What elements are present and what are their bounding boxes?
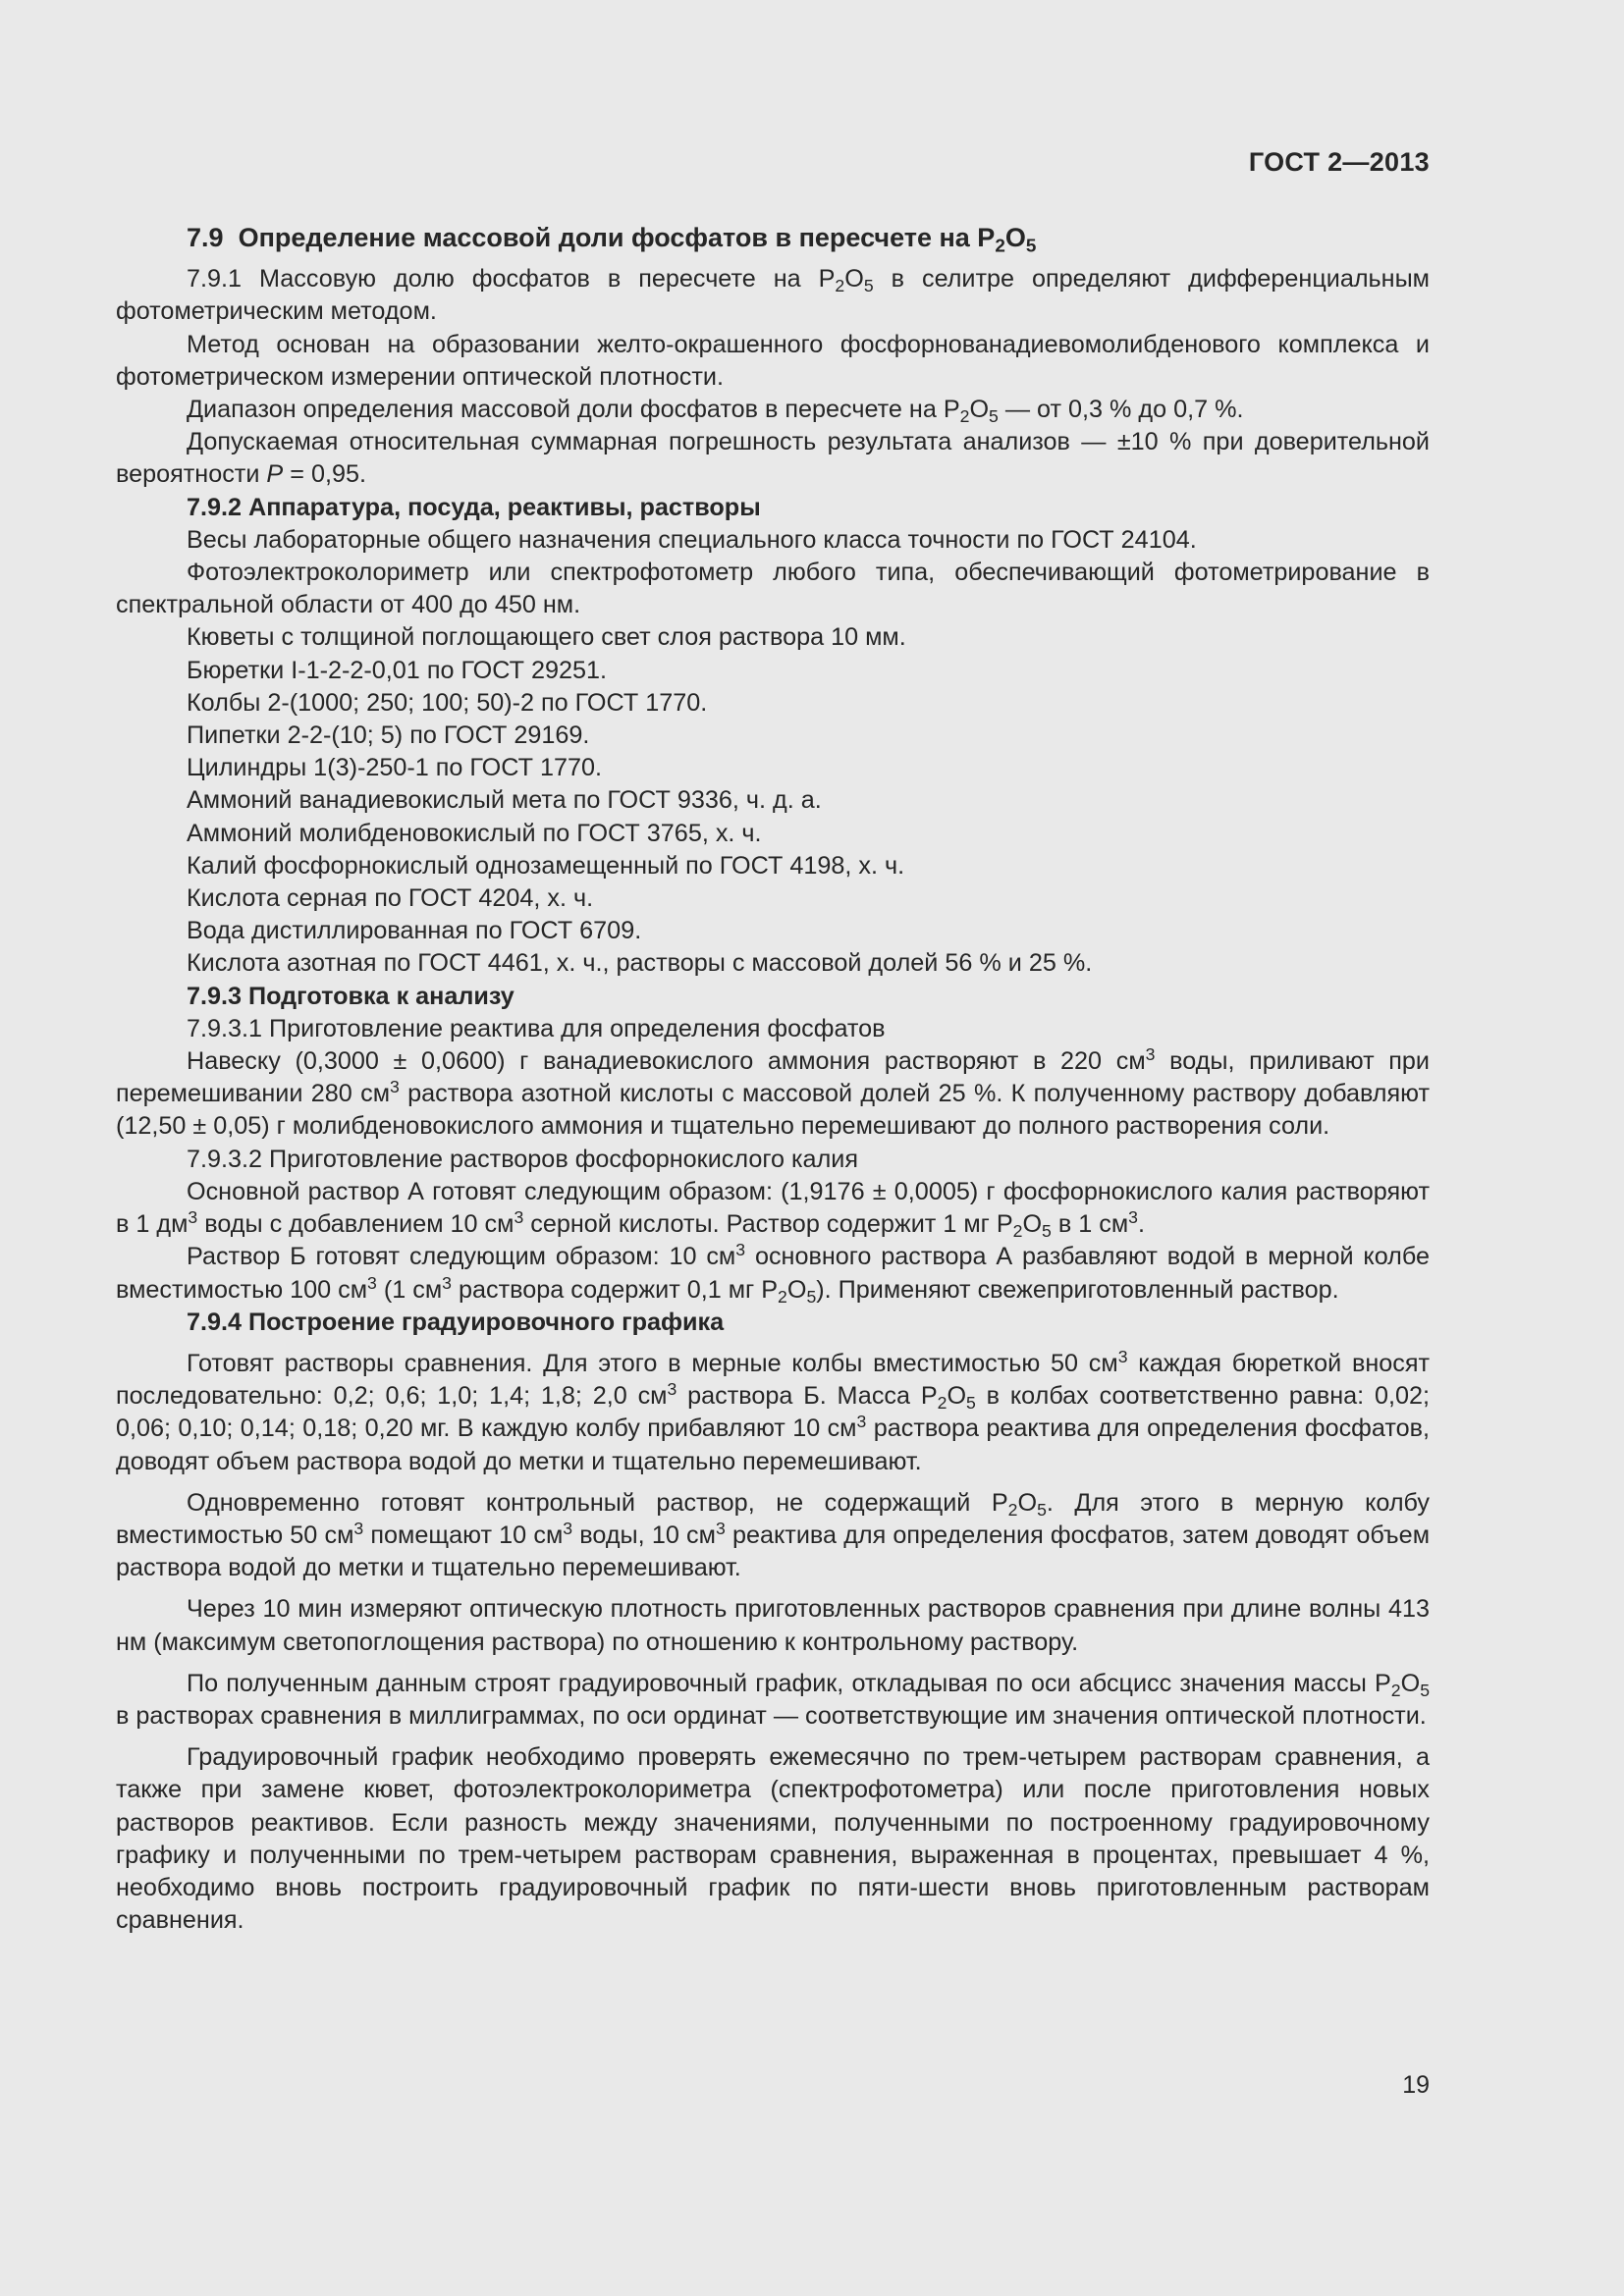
subscript: 2 — [778, 1286, 787, 1307]
formula-letter: O — [969, 396, 990, 424]
subscript: 5 — [989, 405, 999, 426]
text-run: серной кислоты. Раствор содержит 1 мг P — [523, 1210, 1013, 1239]
paragraph-reagent-prep — [116, 1045, 1430, 1144]
section-7-9-3-title: 7.9.3 Подготовка к анализу — [187, 982, 514, 1010]
superscript: 3 — [1145, 1044, 1156, 1065]
subscript: 5 — [1042, 1221, 1052, 1242]
text-run: в селитре определяют дифференциальным фотометрическим методом. — [116, 265, 1430, 326]
subsection-7-9-3-1-title: 7.9.3.1 Приготовление реактива для определения фосфатов — [187, 1014, 886, 1042]
subscript: 2 — [1012, 1221, 1023, 1242]
text-run: Готовят растворы сравнения. Для этого в мерные колбы вместимостью 50 см — [187, 1349, 1118, 1377]
formula-letter: O — [1004, 223, 1026, 252]
paragraph-range — [116, 394, 1430, 426]
paragraph-verification: Градуировочный график необходимо проверять ежемесячно по трем-четырем растворам сравнения, а также при замене кювет, фотоэлектроколориметра (спектрофотометра) или после приготовления новых растворов реактивов. Если разность между значениями, полученными по построенному градуировочному графику и полученными по трем-четырем растворам сравнения, выраженная в процентах, превышает 4 %, необходимо вновь построить градуировочный график по пяти-шести вновь приготовленным растворам сравнения. — [116, 1743, 1430, 1935]
equipment-item: Колбы 2-(1000; 250; 100; 50)-2 по ГОСТ 1770. — [187, 688, 708, 717]
superscript: 3 — [856, 1412, 867, 1432]
formula-letter: O — [1022, 1210, 1043, 1239]
section-7-9-2-title: 7.9.2 Аппаратура, посуда, реактивы, растворы — [187, 493, 761, 521]
text-run: в растворах сравнения в миллиграммах, по оси ординат — соответствующие им значения оптической плотности. — [116, 1701, 1427, 1730]
superscript: 3 — [563, 1519, 573, 1539]
text-run: воды, 10 см — [572, 1521, 716, 1549]
equipment-item: Фотоэлектроколориметр или спектрофотометр любого типа, обеспечивающий фотометрирование в спектральной области от 400 до 450 нм. — [116, 559, 1430, 619]
paragraph-error — [116, 426, 1430, 491]
equipment-item: Весы лабораторные общего назначения специального класса точности по ГОСТ 24104. — [187, 525, 1197, 554]
text-run: Диапазон определения массовой доли фосфатов в пересчете на P — [187, 396, 960, 424]
text-run: раствора содержит 0,1 мг P — [451, 1275, 779, 1304]
subscript: 5 — [966, 1393, 976, 1414]
text-run: раствора реактива для определения фосфатов, доводят объем раствора водой до метки и тщательно перемешивают. — [116, 1415, 1430, 1475]
formula-letter: O — [786, 1275, 807, 1304]
superscript: 3 — [188, 1207, 198, 1228]
text-run: . Для этого в мерную колбу вместимостью 50 см — [116, 1488, 1430, 1549]
document-body — [116, 222, 1430, 1937]
superscript: 3 — [1128, 1207, 1138, 1228]
formula-letter: O — [1017, 1488, 1038, 1517]
equipment-item: Цилиндры 1(3)-250-1 по ГОСТ 1770. — [187, 754, 603, 782]
section-number: 7.9 — [187, 223, 224, 252]
equipment-item: Бюретки I-1-2-2-0,01 по ГОСТ 29251. — [187, 656, 608, 684]
text-run: воды с добавлением 10 см — [197, 1210, 514, 1239]
superscript: 3 — [514, 1207, 524, 1228]
paragraph-7-9-1 — [116, 263, 1430, 328]
paragraph-solution-b — [116, 1241, 1430, 1306]
superscript: 3 — [715, 1519, 726, 1539]
section-title-text: Определение массовой доли фосфатов в пересчете на P — [238, 223, 996, 252]
variable: P — [266, 460, 284, 489]
text-run: Допускаемая относительная суммарная погрешность результата анализов — ±10 % при доверительной вероятности — [116, 428, 1430, 489]
subscript: 2 — [937, 1393, 947, 1414]
text-run: (1 см — [376, 1275, 443, 1304]
subscript: 2 — [835, 276, 845, 296]
formula-letter: O — [947, 1382, 967, 1411]
subsection-7-9-3-2-title: 7.9.3.2 Приготовление растворов фосфорнокислого калия — [187, 1145, 858, 1173]
paragraph-graph — [116, 1668, 1430, 1733]
paragraph-method: Метод основан на образовании желто-окрашенного фосфорнованадиевомолибденового комплекса и фотометрическом измерении оптической плотности. — [116, 330, 1430, 391]
text-run: в колбах соответственно равна: 0,02; 0,06; 0,10; 0,14; 0,18; 0,20 мг. В каждую колбу прибавляют 10 см — [116, 1382, 1431, 1443]
subscript: 5 — [1037, 1499, 1047, 1520]
equipment-item: Аммоний ванадиевокислый мета по ГОСТ 9336, ч. д. а. — [187, 786, 822, 815]
text-run: = 0,95. — [283, 460, 366, 489]
paragraph-solution-a — [116, 1176, 1430, 1241]
standard-header: ГОСТ 2—2013 — [1248, 147, 1430, 177]
superscript: 3 — [1117, 1347, 1128, 1367]
subscript: 2 — [1007, 1499, 1018, 1520]
superscript: 3 — [735, 1240, 746, 1260]
section-7-9-4-title: 7.9.4 Построение градуировочного графика — [187, 1308, 725, 1336]
equipment-item: Вода дистиллированная по ГОСТ 6709. — [187, 917, 642, 945]
equipment-item: Кюветы с толщиной поглощающего свет слоя раствора 10 мм. — [187, 623, 906, 652]
subscript: 2 — [1390, 1680, 1401, 1700]
superscript: 3 — [442, 1272, 452, 1293]
text-run: помещают 10 см — [363, 1521, 564, 1549]
equipment-item: Кислота серная по ГОСТ 4204, х. ч. — [187, 884, 594, 913]
text-run: Раствор Б готовят следующим образом: 10 см — [187, 1243, 736, 1271]
subscript: 5 — [863, 276, 874, 296]
superscript: 3 — [667, 1379, 677, 1400]
text-run: реактива для определения фосфатов, затем доводят объем раствора водой до метки и тщательно перемешивают. — [116, 1521, 1431, 1582]
equipment-item: Кислота азотная по ГОСТ 4461, х. ч., растворы с массовой долей 56 % и 25 %. — [187, 949, 1093, 978]
equipment-item: Аммоний молибденовокислый по ГОСТ 3765, х. ч. — [187, 819, 762, 847]
page-number: 19 — [1402, 2071, 1430, 2099]
text-run: — от 0,3 % до 0,7 %. — [998, 396, 1244, 424]
text-run: . — [1137, 1210, 1145, 1239]
superscript: 3 — [390, 1077, 400, 1097]
text-run: каждая бюреткой вносят последовательно: 0,2; 0,6; 1,0; 1,4; 1,8; 2,0 см — [116, 1349, 1431, 1411]
text-run: в 1 см — [1051, 1210, 1129, 1239]
paragraph-control-solution — [116, 1487, 1430, 1585]
text-run: Одновременно готовят контрольный раствор, не содержащий P — [187, 1488, 1008, 1517]
subscript: 2 — [995, 236, 1005, 257]
text-run: 7.9.1 Массовую долю фосфатов в пересчете на P — [187, 265, 836, 294]
text-run: воды, приливают при перемешивании 280 см — [116, 1047, 1430, 1108]
equipment-item: Пипетки 2-2-(10; 5) по ГОСТ 29169. — [187, 721, 590, 750]
text-run: раствора Б. Масса P — [677, 1382, 938, 1411]
paragraph-reference-solutions — [116, 1348, 1430, 1478]
subscript: 5 — [1420, 1680, 1430, 1700]
section-7-9-title — [116, 222, 1430, 257]
text-run: основного раствора А разбавляют водой в мерной колбе вместимостью 100 см — [116, 1243, 1430, 1304]
paragraph-measurement: Через 10 мин измеряют оптическую плотность приготовленных растворов сравнения при длине волны 413 нм (максимум светопоглощения раствора) по отношению к контрольному раствору. — [116, 1595, 1430, 1656]
text-run: раствора азотной кислоты с массовой долей 25 %. К полученному раствору добавляют (12,50 ± 0,05) г молибденовокислого аммония и тщательно перемешивают до полного растворения соли. — [116, 1080, 1430, 1141]
text-run: Основной раствор А готовят следующим образом: (1,9176 ± 0,0005) г фосфорнокислого калия растворяют в 1 дм — [116, 1177, 1430, 1239]
subscript: 5 — [1025, 236, 1037, 257]
text-run: ). Применяют свежеприготовленный раствор. — [816, 1275, 1339, 1304]
formula-letter: O — [844, 265, 864, 294]
text-run: Навеску (0,3000 ± 0,0600) г ванадиевокислого аммония растворяют в 220 см — [187, 1047, 1146, 1076]
superscript: 3 — [353, 1519, 364, 1539]
formula-letter: O — [1400, 1669, 1421, 1697]
superscript: 3 — [367, 1272, 377, 1293]
text-run: По полученным данным строят градуировочный график, откладывая по оси абсцисс значения массы P — [187, 1669, 1391, 1697]
subscript: 2 — [959, 405, 970, 426]
subscript: 5 — [806, 1286, 817, 1307]
equipment-item: Калий фосфорнокислый однозамещенный по ГОСТ 4198, х. ч. — [187, 851, 905, 880]
